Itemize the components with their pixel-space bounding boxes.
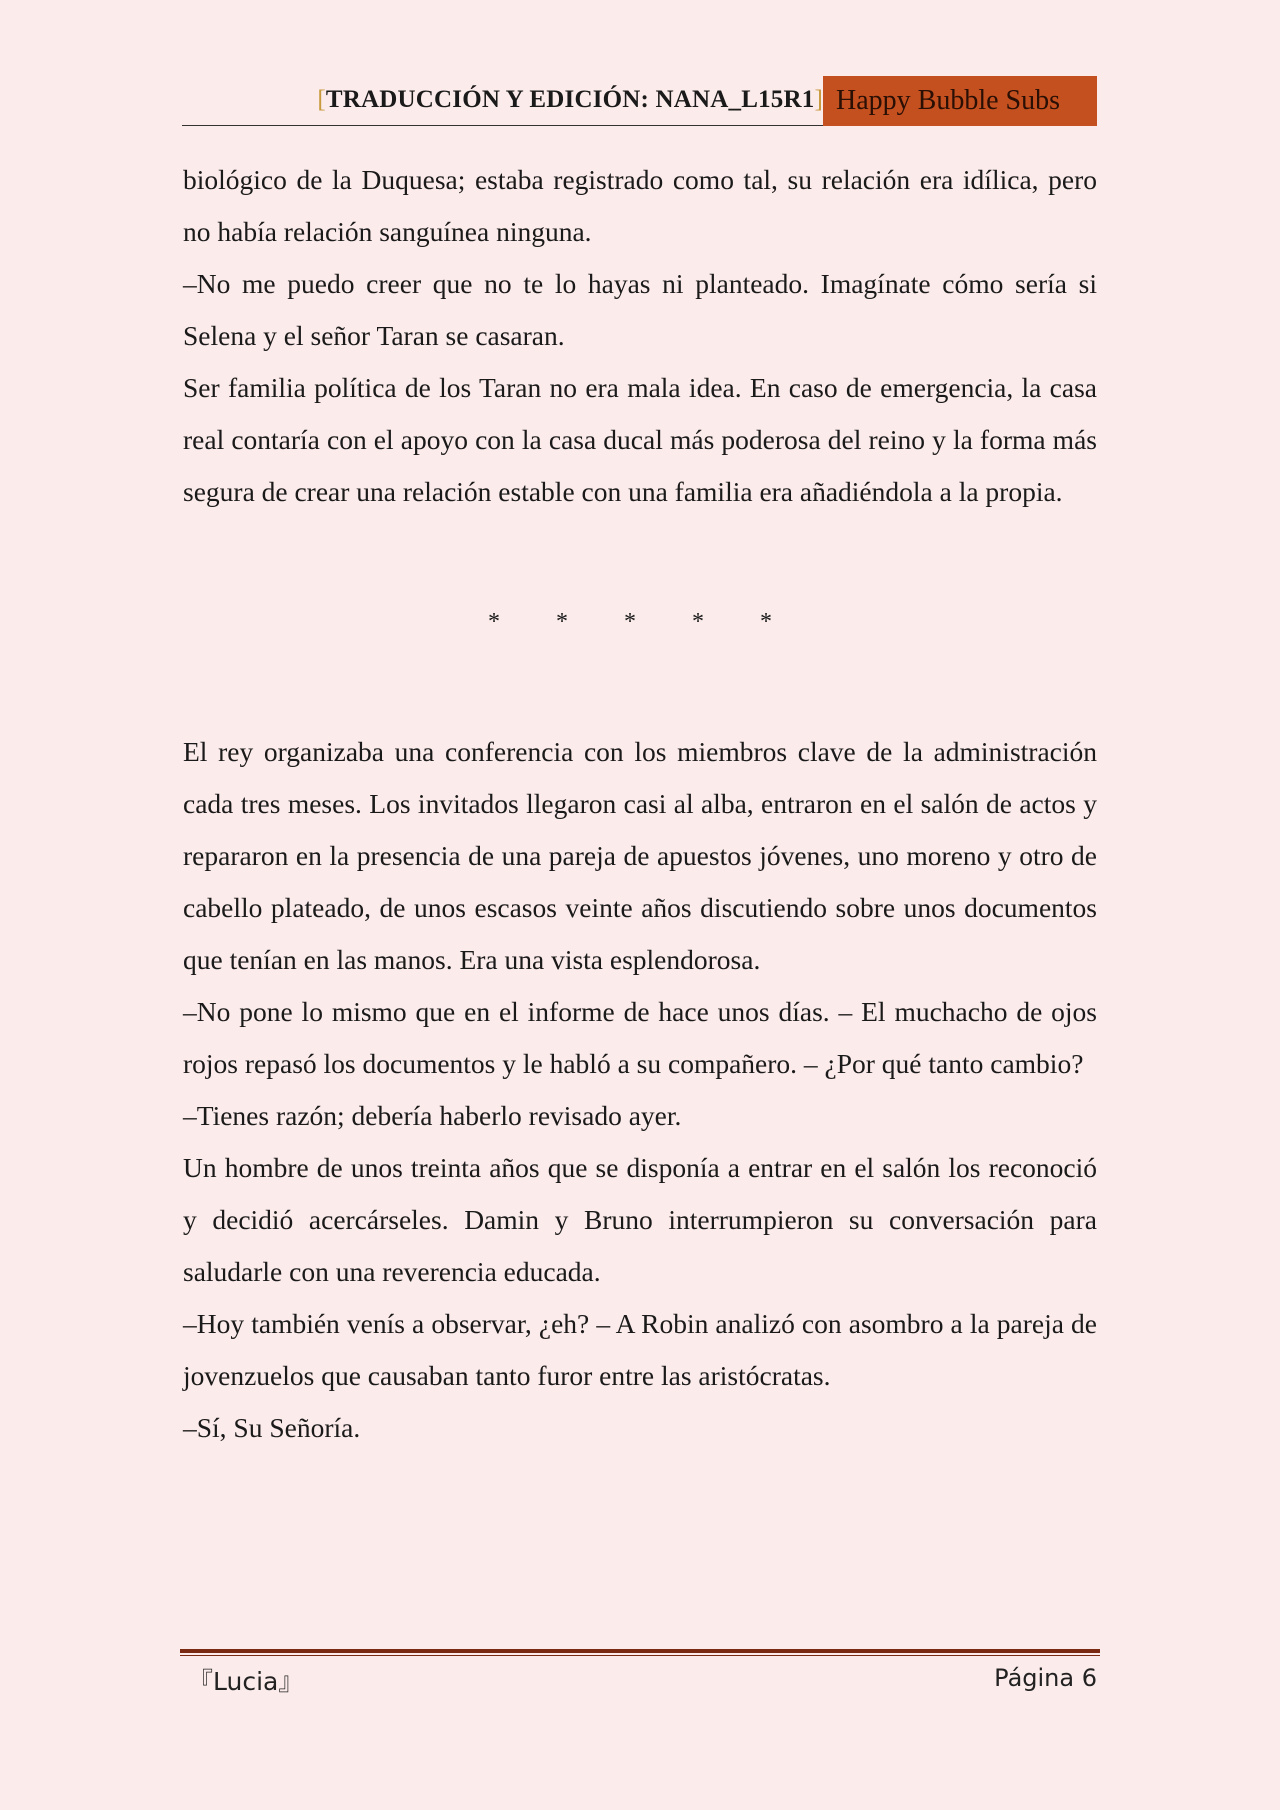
paragraph: –Hoy también venís a observar, ¿eh? – A Robin analizó con asombro a la pareja de jovenzuelos que causaban tanto furor entre las aristócratas. [183,1308,1097,1391]
paragraph: biológico de la Duquesa; estaba registrado como tal, su relación era idílica, pero no había relación sanguínea ninguna. [183,164,1097,247]
footer-book-title: 『Lucia』 [188,1667,304,1696]
paragraph: –Sí, Su Señoría. [183,1412,361,1443]
separator-asterisk: * [488,609,500,635]
header-badge: Happy Bubble Subs [823,76,1097,126]
separator-asterisk: * [692,609,704,635]
page-header [182,76,1097,126]
header-title [317,86,823,114]
paragraph: –Tienes razón; debería haberlo revisado ayer. [183,1100,682,1131]
separator-asterisk: * [624,609,636,635]
footer-rule [180,1649,1100,1656]
header-bracket-close: ] [814,86,823,113]
header-title-text: TRADUCCIÓN Y EDICIÓN: NANA_L15R1 [325,86,815,113]
paragraph: Ser familia política de los Taran no era mala idea. En caso de emergencia, la casa real contaría con el apoyo con la casa ducal más poderosa del reino y la forma más segura de crear una relación estable con una familia era añadiéndola a la propia. [183,372,1097,507]
separator-asterisk: * [556,609,568,635]
footer-page-number: Página 6 [994,1664,1097,1692]
body-text [183,154,1097,1454]
paragraph: –No me puedo creer que no te lo hayas ni planteado. Imagínate cómo sería si Selena y el señor Taran se casaran. [183,268,1097,351]
separator-asterisk: * [760,609,772,635]
scene-separator [183,518,1097,726]
paragraph: –No pone lo mismo que en el informe de hace unos días. – El muchacho de ojos rojos repasó los documentos y le habló a su compañero. – ¿Por qué tanto cambio? [183,996,1097,1079]
header-rule [182,125,823,126]
paragraph: El rey organizaba una conferencia con los miembros clave de la administración cada tres meses. Los invitados llegaron casi al alba, entraron en el salón de actos y repararon en la presencia de una pareja de apuestos jóvenes, uno moreno y otro de cabello plateado, de unos escasos veinte años discutiendo sobre unos documentos que tenían en las manos. Era una vista esplendorosa. [183,736,1097,975]
paragraph: Un hombre de unos treinta años que se disponía a entrar en el salón los reconoció y decidió acercárseles. Damin y Bruno interrumpieron su conversación para saludarle con una reverencia educada. [183,1152,1097,1287]
header-bracket-open: [ [317,86,326,113]
